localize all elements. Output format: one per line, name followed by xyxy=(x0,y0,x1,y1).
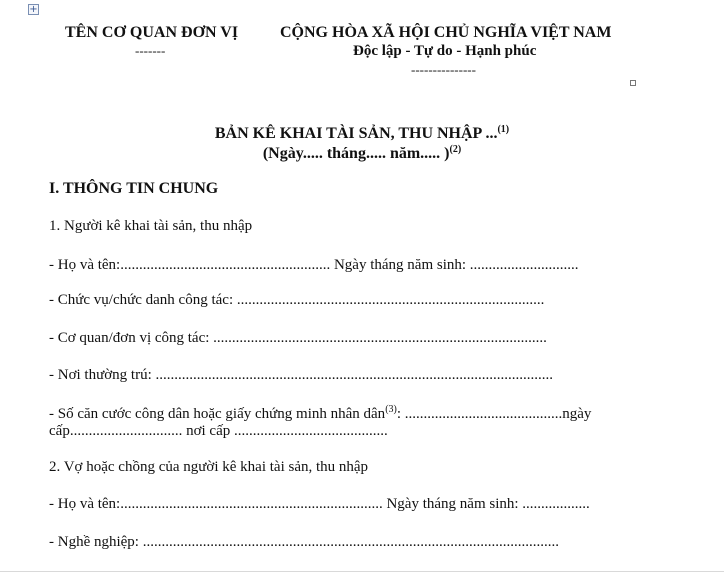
motto-underline: --------------- xyxy=(411,62,476,77)
document-title xyxy=(0,124,724,143)
org-name: TÊN CƠ QUAN ĐƠN VỊ xyxy=(65,24,239,41)
org-name-underline: ------- xyxy=(135,43,166,58)
document-title-text: BẢN KÊ KHAI TÀI SẢN, THU NHẬP ... xyxy=(214,125,498,142)
footnote-ref-3: (3) xyxy=(385,404,397,415)
declarant-subheading: 1. Người kê khai tài sản, thu nhập xyxy=(49,218,253,234)
table-resize-handle-icon[interactable] xyxy=(630,80,636,86)
national-title: CỘNG HÒA XÃ HỘI CHỦ NGHĨA VIỆT NAM xyxy=(280,24,612,41)
declarant-id-issue-field: cấp.............................. nơi cấp ......................................... xyxy=(49,423,388,439)
spouse-name-field: - Họ và tên:...................................................................... Ngày tháng năm sinh: .................. xyxy=(49,496,590,512)
document-date xyxy=(0,144,724,163)
declarant-position-field: - Chức vụ/chức danh công tác: .................................................................................. xyxy=(49,292,545,308)
national-motto: Độc lập - Tự do - Hạnh phúc xyxy=(353,43,537,59)
id-number-blank: : ..........................................ngày xyxy=(396,406,592,422)
declarant-id-field xyxy=(49,404,591,423)
spouse-subheading: 2. Vợ hoặc chồng của người kê khai tài sản, thu nhập xyxy=(49,459,369,475)
table-move-handle-icon[interactable]: + xyxy=(29,4,38,15)
footnote-ref-2: (2) xyxy=(449,144,462,155)
footnote-ref-1: (1) xyxy=(497,124,510,135)
declarant-agency-field: - Cơ quan/đơn vị công tác: ......................................................................................... xyxy=(49,330,547,346)
spouse-occupation-field: - Nghề nghiệp: ............................................................................................................... xyxy=(49,534,559,550)
declarant-name-field: - Họ và tên:........................................................ Ngày tháng năm sinh: ............................. xyxy=(49,257,579,273)
id-label: - Số căn cước công dân hoặc giấy chứng minh nhân dân xyxy=(49,406,386,422)
declarant-residence-field: - Nơi thường trú: .......................................................................................................... xyxy=(49,367,553,383)
document-date-text: (Ngày..... tháng..... năm..... ) xyxy=(262,145,450,162)
section-heading: I. THÔNG TIN CHUNG xyxy=(49,180,219,197)
